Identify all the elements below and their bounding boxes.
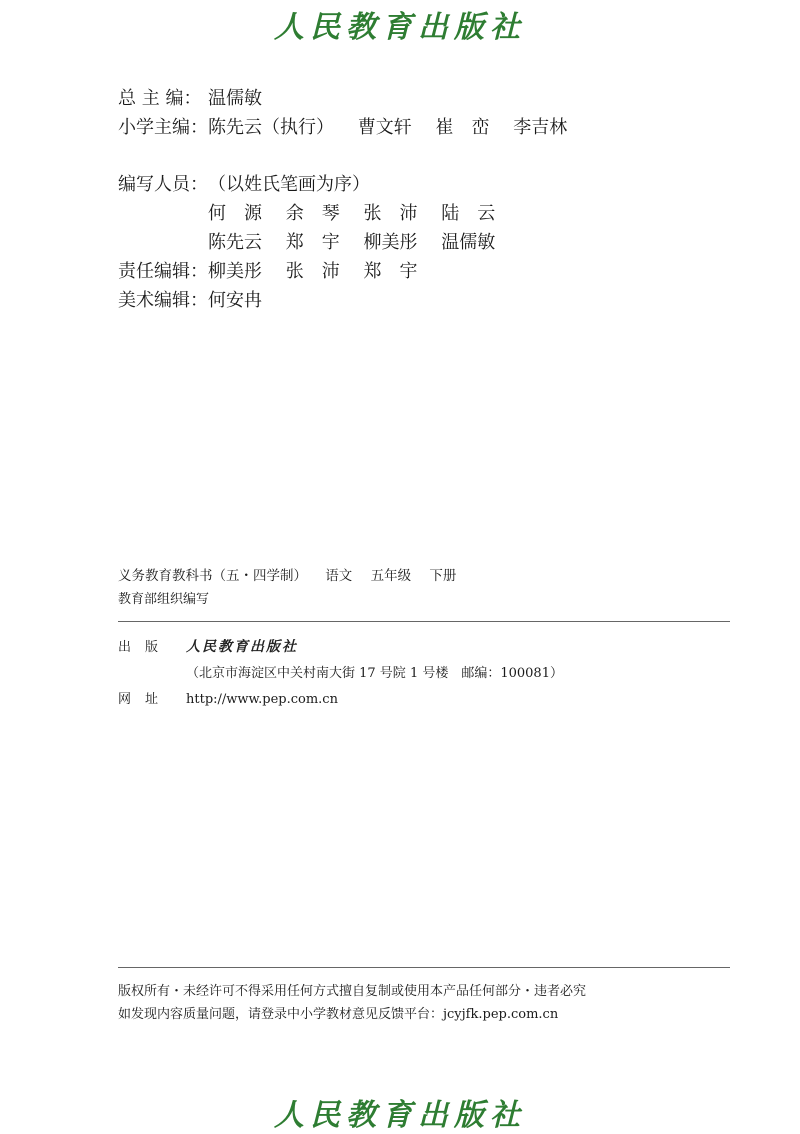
book-title-grade: 五年级: [370, 568, 412, 584]
credit-writers-line1: [118, 199, 585, 228]
credit-name: 柳美彤: [208, 261, 262, 282]
credit-writers: [118, 170, 585, 199]
publication-info: [118, 634, 563, 713]
book-title-volume: 下册: [429, 568, 457, 584]
credit-name: 张 沛: [363, 203, 418, 224]
publisher-name: 人民教育出版社: [186, 639, 298, 655]
credit-name: 李吉林: [513, 117, 568, 138]
credit-label: 总 主 编：: [118, 88, 202, 109]
credit-name: 温儒敏: [208, 88, 262, 109]
divider: [118, 967, 730, 968]
credit-name: 何 源: [208, 203, 262, 224]
credit-label: 美术编辑：: [118, 290, 208, 311]
publisher-row: [118, 634, 563, 661]
book-title-series: 义务教育教科书（五・四学制）: [118, 568, 307, 584]
divider: [118, 621, 730, 622]
book-title-subject: 语文: [325, 568, 353, 584]
credit-name: 陆 云: [441, 203, 496, 224]
credit-name: 余 琴: [285, 203, 340, 224]
copyright-text: 版权所有・未经许可不得采用任何方式擅自复制或使用本产品任何部分・违者必究: [118, 984, 587, 999]
feedback-text: 如发现内容质量问题，请登录中小学教材意见反馈平台：jcyjfk.pep.com.cn: [118, 1007, 559, 1022]
credit-name: 陈先云: [208, 232, 262, 253]
publisher-address: （北京市海淀区中关村南大街 17 号院 1 号楼 邮编：100081）: [186, 666, 563, 681]
website-link[interactable]: http://www.pep.com.cn: [186, 692, 338, 707]
credit-art-editor: [118, 286, 585, 315]
credit-name: 崔 峦: [435, 117, 490, 138]
book-compiler: 教育部组织编写: [118, 592, 210, 607]
book-info: [118, 566, 470, 610]
footer-notice: [118, 980, 586, 1026]
credits-block: [118, 84, 585, 315]
publisher-label: 出版: [118, 640, 173, 655]
website-row: [118, 687, 563, 713]
credit-chief-editor: [118, 84, 585, 113]
website-label: 网址: [118, 692, 173, 707]
publisher-logo-bottom: 人民教育出版社: [274, 1098, 526, 1133]
book-title: [118, 566, 470, 586]
credit-primary-editor: [118, 113, 585, 142]
credit-label: 编写人员：: [118, 174, 208, 195]
credit-name: 曹文轩: [357, 117, 412, 138]
credit-name: 张 沛: [285, 261, 340, 282]
credit-writers-line2: [118, 228, 585, 257]
credit-responsible-editor: [118, 257, 585, 286]
credit-note: （以姓氏笔画为序）: [208, 174, 370, 195]
credit-name: 陈先云（执行）: [208, 117, 334, 138]
credit-name: 柳美彤: [363, 232, 418, 253]
credit-label: 责任编辑：: [118, 261, 208, 282]
credit-name: 郑 宇: [363, 261, 418, 282]
credit-name: 郑 宇: [285, 232, 340, 253]
publisher-logo-top: 人民教育出版社: [274, 10, 526, 45]
credit-name: 温儒敏: [441, 232, 496, 253]
credit-name: 何安冉: [208, 290, 262, 311]
credit-label: 小学主编：: [118, 117, 208, 138]
